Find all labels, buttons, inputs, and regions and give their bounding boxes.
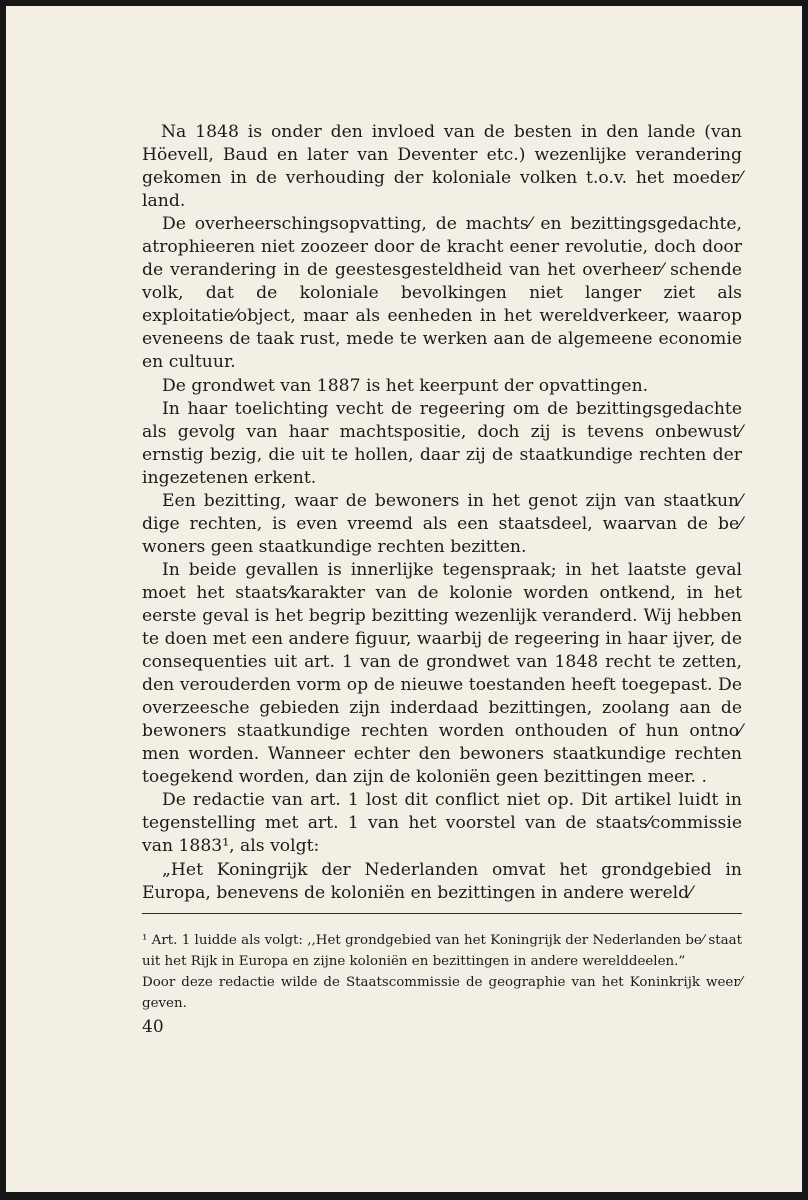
paragraph-7: De redactie van art. 1 lost dit conflict niet op. Dit artikel luidt in tegenstelling met art. 1 van het voorstel van de staats⁄commissie van 1883¹, als volgt: <box>142 790 742 857</box>
page-number: 40 <box>142 1016 164 1037</box>
body-text <box>142 121 742 905</box>
paragraph-4: In haar toelichting vecht de regeering om de bezittingsgedachte als gevolg van haar machtspositie, doch zij is tevens onbewust⁄ ernstig bezig, die uit te hollen, daar zij de staatkundige rechten der ingezetenen erkent. <box>142 398 742 488</box>
page-content <box>142 121 742 1038</box>
footnote-line-2: Door deze redactie wilde de Staatscommissie de geographie van het Koninkrijk weer⁄ geven. <box>142 974 742 1011</box>
paragraph-1: Na 1848 is onder den invloed van de besten in den lande (van Höevell, Baud en later van Deventer etc.) wezenlijke verandering gekomen in de verhouding der koloniale volken t.o.v. het moeder⁄ land. <box>142 122 742 212</box>
paragraph-8: „Het Koningrijk der Nederlanden omvat het grondgebied in Europa, benevens de koloniën en bezittingen in andere wereld⁄ <box>142 859 742 903</box>
paragraph-2: De overheerschingsopvatting, de machts⁄ en bezittingsgedachte, atrophieeren niet zoozeer door de kracht eener revolutie, doch door de verandering in de geestesgesteldheid van het overheer⁄ schende volk, dat de koloniale bevolkingen niet langer ziet als exploitatie⁄object, maar als eenheden in het wereldverkeer, waarop eveneens de taak rust, mede te werken aan de algemeene economie en cultuur. <box>142 214 742 373</box>
footnote <box>142 930 742 1014</box>
footnote-divider <box>142 913 742 914</box>
footnote-line-1: ¹ Art. 1 luidde als volgt: ,,Het grondgebied van het Koningrijk der Nederlanden be⁄ staat uit het Rijk in Europa en zijne koloniën en bezittingen in andere werelddeelen.” <box>142 932 742 969</box>
paragraph-3: De grondwet van 1887 is het keerpunt der opvattingen. <box>162 375 649 396</box>
paragraph-5: Een bezitting, waar de bewoners in het genot zijn van staatkun⁄ dige rechten, is even vreemd als een staatsdeel, waarvan de be⁄ woners geen staatkundige rechten bezitten. <box>142 490 742 557</box>
paragraph-6: In beide gevallen is innerlijke tegenspraak; in het laatste geval moet het staats⁄karakter van de kolonie worden ontkend, in het eerste geval is het begrip bezitting wezenlijk veranderd. Wij hebben te doen met een andere figuur, waarbij de regeering in haar ijver, de consequenties uit art. 1 van de grondwet van 1848 recht te zetten, den verouderden vorm op de nieuwe toestanden heeft toegepast. De overzeesche gebieden zijn inderdaad bezittingen, zoolang aan de bewoners staatkundige rechten worden onthouden of hun ontno⁄ men worden. Wanneer echter den bewoners staatkundige rechten toegekend worden, dan zijn de koloniën geen bezittingen meer. . <box>142 559 742 788</box>
